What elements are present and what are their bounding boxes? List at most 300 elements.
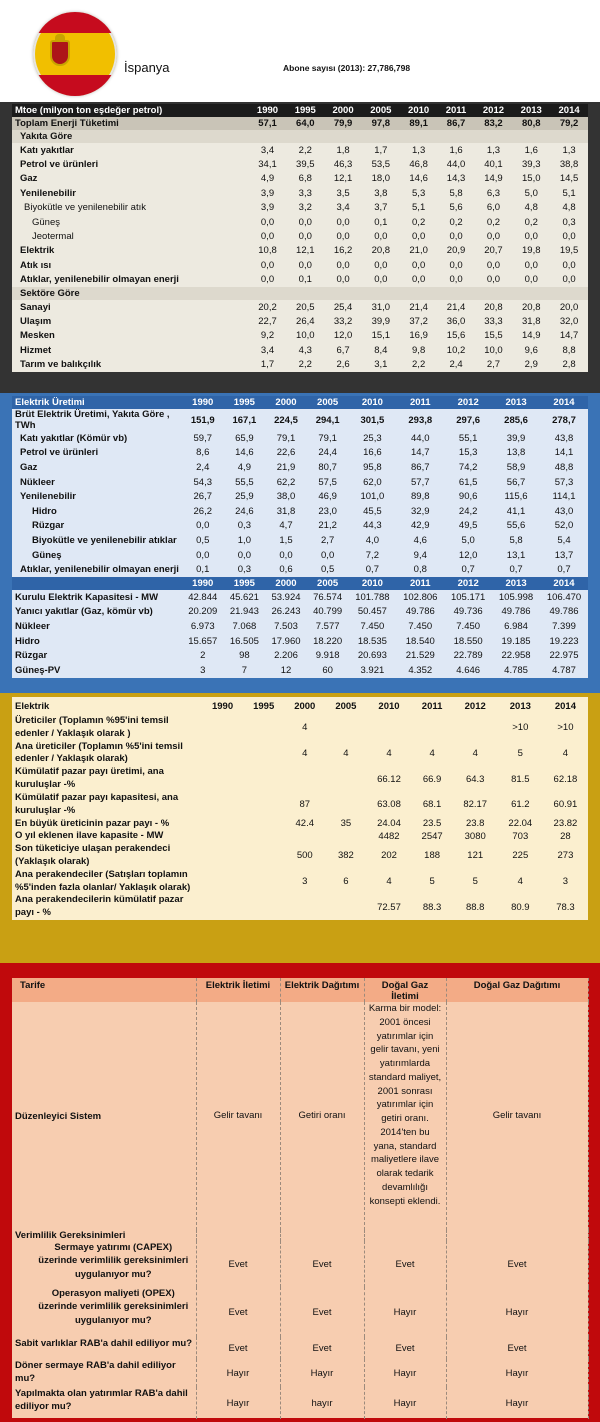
cell-value: 10,8 (258, 245, 277, 257)
cell-value (243, 818, 284, 831)
cell-value: 14,5 (559, 173, 579, 185)
cell-value: 62,2 (276, 476, 296, 488)
table-row (12, 548, 588, 563)
header-column: Elektrik İletimi (196, 978, 280, 1002)
cell-value: 58,9 (506, 461, 526, 473)
cell-value: 0,0 (298, 216, 312, 228)
cell-value: 81.5 (511, 773, 530, 785)
cell-value: 4,8 (524, 202, 538, 214)
cell-value: 14,6 (409, 173, 428, 185)
cell-value: 0,0 (374, 231, 388, 243)
cell-value: 79,1 (318, 432, 337, 444)
cell-value: 1,5 (279, 534, 293, 546)
cell-value: Evet (280, 1287, 364, 1337)
cell-value: 0,3 (237, 564, 251, 576)
table-row (12, 843, 588, 869)
tariff-row (12, 1337, 588, 1359)
header-year: 2005 (362, 104, 400, 117)
cell-value: 151,9 (190, 414, 215, 426)
cell-value: 9.918 (315, 650, 340, 662)
cell-value: 2.206 (274, 650, 298, 662)
cell-value: 0,2 (412, 216, 426, 228)
cell-value: 293,8 (408, 414, 433, 426)
cell-value: 9,6 (524, 344, 538, 356)
cell-value: 4.787 (552, 664, 576, 676)
cell-value: 57,3 (554, 476, 574, 488)
cell-value: 0,1 (298, 274, 312, 286)
cell-value: 0,3 (237, 520, 251, 532)
cell-value: 1,6 (524, 144, 538, 156)
cell-value (325, 766, 366, 792)
cell-value: 224,5 (274, 414, 298, 426)
cell-value: 0,0 (562, 259, 576, 271)
header-label (12, 577, 182, 590)
header-year: 2005 (335, 700, 357, 712)
cell-value: 0,8 (413, 564, 427, 576)
table-row (12, 562, 588, 577)
cell-value: 21,0 (409, 245, 428, 257)
header-year: 2012 (475, 104, 513, 117)
tariff-row (12, 1359, 588, 1387)
cell-value: 87 (299, 799, 311, 811)
header-year: 2000 (324, 104, 362, 117)
cell-value: 703 (512, 831, 529, 843)
cell-value: 32,0 (559, 315, 579, 327)
cell-value: 78.3 (556, 901, 575, 913)
row-label: Atıklar, yenilenebilir olmayan enerji (20, 564, 179, 576)
cell-value: 3,4 (260, 344, 275, 356)
cell-value (325, 830, 366, 843)
cell-value: 4,8 (562, 202, 576, 214)
cell-value: 115,6 (504, 491, 528, 503)
cell-value: 9,2 (260, 330, 275, 342)
cell-value: 32,9 (411, 505, 430, 517)
cell-value: 3,5 (336, 187, 350, 199)
cell-value (202, 715, 243, 741)
header-year: 2000 (265, 396, 307, 409)
cell-value: Evet (446, 1337, 588, 1359)
cell-value: 6 (343, 876, 349, 888)
cell-value: 50.457 (357, 606, 387, 618)
cell-value: >10 (512, 722, 529, 734)
cell-value: 54,3 (193, 476, 212, 488)
cell-value: 7.503 (274, 620, 298, 632)
cell-value: 68.1 (422, 799, 442, 811)
header-year: 2005 (307, 396, 349, 409)
table-row (12, 869, 588, 895)
row-label: Yapılmakta olan yatırımlar RAB'a dahil ediliyor mu? (12, 1387, 196, 1419)
cell-value: 2,2 (298, 144, 312, 156)
cell-value: 42,9 (411, 520, 430, 532)
cell-value: 86,7 (411, 461, 430, 473)
cell-value: 49.736 (453, 606, 483, 618)
row-label: Üreticiler (Toplamın %95'ini temsil edenler / Yaklaşık olarak ) (15, 715, 169, 739)
cell-value: 4,0 (365, 534, 379, 546)
cell-value: 63.08 (377, 799, 401, 811)
subheading-label: Sektöre Göre (12, 287, 588, 300)
cell-value: 23.8 (465, 818, 485, 830)
table-row (12, 172, 588, 186)
table-row (12, 117, 588, 130)
cell-value (284, 766, 325, 792)
header-column: Doğal Gaz İletimi (364, 978, 446, 1002)
cell-value: Evet (196, 1241, 280, 1287)
cell-value: 13,1 (506, 549, 526, 561)
cell-value: 3,1 (374, 359, 388, 371)
cell-value: 21,2 (318, 520, 337, 532)
cell-value: 202 (381, 850, 397, 862)
cell-value: 1,8 (336, 144, 350, 156)
cell-value: 89,1 (400, 117, 438, 130)
cell-value: 20,2 (258, 301, 277, 313)
cell-value: 16,9 (409, 330, 428, 342)
table-row (12, 215, 588, 229)
cell-value: 18,0 (371, 173, 391, 185)
cell-value: Evet (280, 1337, 364, 1359)
table-row (12, 258, 588, 272)
cell-value: 64.3 (465, 773, 485, 785)
row-label: Sabit varlıklar RAB'a dahil ediliyor mu? (12, 1337, 196, 1359)
cell-value: 66.12 (377, 773, 401, 785)
row-label: Jeotermal (32, 231, 74, 243)
table-row (12, 357, 588, 371)
tariff-row (12, 1287, 588, 1337)
cell-value (325, 894, 366, 920)
cell-value: Hayır (364, 1287, 446, 1337)
cell-value: 0,7 (461, 564, 475, 576)
cell-value: 90,6 (458, 491, 478, 503)
subheading-label: Yakıta Göre (12, 130, 588, 143)
cell-value (202, 843, 243, 869)
cell-value: 42.4 (295, 818, 315, 830)
cell-value: 52,0 (554, 520, 574, 532)
header-column: Doğal Gaz Dağıtımı (446, 978, 588, 1002)
cell-value: 0,0 (524, 259, 538, 271)
cell-value: 82.17 (463, 799, 488, 811)
table-row (12, 533, 588, 548)
cell-value: 18.540 (405, 635, 435, 647)
cell-value: 0,0 (336, 259, 350, 271)
table-row (12, 830, 588, 843)
cell-value: 26,4 (296, 315, 315, 327)
header-year: 2000 (294, 700, 316, 712)
empty-cell (364, 1230, 446, 1241)
cell-value (243, 741, 284, 767)
cell-value: 14,7 (411, 447, 430, 459)
cell-value: 2,4 (196, 461, 210, 473)
header-year: 2013 (509, 700, 531, 712)
cell-value: 3 (562, 876, 569, 888)
cell-value: 33,3 (484, 315, 503, 327)
cell-value: 114,1 (552, 491, 576, 503)
cell-value: 4 (517, 876, 523, 888)
cell-value: 80,7 (318, 461, 337, 473)
country-name: İspanya (124, 60, 170, 75)
cell-value: 80.9 (511, 901, 530, 913)
cell-value: 2,8 (562, 359, 576, 371)
cell-value: Evet (196, 1287, 280, 1337)
market-structure-section (12, 697, 588, 920)
row-label: Kümülatif pazar payı üretimi, ana kuruluşlar -% (15, 766, 164, 791)
cell-value: 121 (467, 850, 484, 862)
cell-value: 4 (386, 747, 392, 759)
row-label: Biyokütle ve yenilenebilir atıklar (32, 534, 177, 546)
cell-value: 4.785 (504, 664, 528, 676)
cell-value (202, 792, 243, 818)
cell-value: 1,0 (237, 534, 251, 546)
cell-value: 1,3 (562, 144, 576, 156)
cell-value: 1,7 (260, 359, 275, 371)
header-label: Mtoe (milyon ton eşdeğer petrol) (12, 104, 249, 117)
cell-value (243, 843, 284, 869)
header-year: 1995 (253, 700, 275, 712)
cell-value: 6,8 (298, 173, 312, 185)
row-label: Rüzgar (32, 520, 65, 532)
cell-value: 34,1 (258, 159, 277, 171)
cell-value: 22.789 (453, 650, 483, 662)
cell-value: 4,9 (237, 461, 251, 473)
row-label: Mesken (20, 330, 55, 342)
row-label: Hidro (32, 505, 57, 517)
cell-value: Hayır (364, 1359, 446, 1387)
header-year: 2014 (554, 700, 576, 712)
cell-value: 10,0 (296, 330, 315, 342)
header-year: 2014 (550, 104, 588, 117)
table-subheading-row (12, 287, 588, 300)
cell-value: Karma bir model: 2001 öncesi yatırımlar için gelir tavanı, yeni yatırımlarda standard maliyet, 2001 sonrası yatırımlar için getiri oranı. 2014'ten bu yana, standard maliyetlere ilave olarak tedarik devamlılığı konsepti eklendi. (364, 1002, 446, 1230)
cell-value: 57,5 (318, 476, 337, 488)
row-label: Kurulu Elektrik Kapasitesi - MW (15, 591, 159, 603)
row-label: Ana perakendecilerin kümülatif pazar payı - % (15, 894, 184, 919)
header-year: 2010 (400, 104, 438, 117)
header-year: 2013 (492, 577, 540, 590)
cell-value: 3,4 (336, 202, 350, 214)
cell-value: 0,0 (196, 549, 210, 561)
cell-value: 66.9 (422, 773, 442, 785)
cell-value: 9,4 (413, 549, 427, 561)
cell-value: 12,0 (458, 549, 478, 561)
cell-value: 7.577 (315, 620, 340, 632)
market-structure-table (12, 697, 588, 920)
cell-value: 4 (472, 747, 478, 759)
cell-value (202, 869, 243, 895)
row-label: Kümülatif pazar payı kapasitesi, ana kuruluşlar -% (15, 791, 179, 816)
cell-value: 59,7 (193, 432, 212, 444)
cell-value: 36,0 (446, 315, 466, 327)
cell-value: 7.450 (456, 620, 481, 632)
row-label: Yanıcı yakıtlar (Gaz, kömür vb) (15, 606, 153, 618)
cell-value: 15.657 (188, 635, 218, 647)
cell-value: 0,0 (298, 231, 312, 243)
energy-consumption-table (12, 104, 588, 372)
cell-value: 49.786 (501, 606, 531, 618)
cell-value: 64,0 (286, 117, 324, 130)
page-header (0, 0, 600, 100)
cell-value: 22.975 (549, 650, 579, 662)
cell-value: 5,8 (509, 534, 523, 546)
cell-value: 17.960 (271, 635, 301, 647)
header-year: 2014 (540, 577, 588, 590)
cell-value: 2,7 (321, 534, 335, 546)
cell-value: 79,2 (550, 117, 588, 130)
cell-value: 2,6 (336, 359, 350, 371)
cell-value: 89,8 (411, 491, 430, 503)
cell-value: 39,3 (522, 159, 541, 171)
cell-value: 44,3 (363, 520, 382, 532)
cell-value: 0,0 (298, 259, 312, 271)
cell-value: 22.04 (508, 818, 533, 830)
cell-value: 25,9 (235, 491, 254, 503)
cell-value: 5,8 (449, 187, 463, 199)
row-label: Katı yakıtlar (20, 144, 74, 156)
cell-value: 1,7 (374, 144, 388, 156)
cell-value: 0,0 (524, 274, 538, 286)
cell-value: 23.82 (553, 818, 578, 830)
cell-value: 4,3 (298, 344, 312, 356)
cell-value: 0,5 (196, 534, 210, 546)
cell-value: 0,0 (279, 549, 293, 561)
cell-value: 14,6 (235, 447, 254, 459)
cell-value: 98 (239, 650, 250, 662)
cell-value (284, 830, 325, 843)
header-year: 1995 (224, 396, 266, 409)
header-label: Tarife (12, 978, 196, 1002)
row-label: En büyük üreticinin pazar payı - % (15, 817, 170, 829)
cell-value: 26.243 (271, 606, 301, 618)
table-row (12, 143, 588, 157)
cell-value: 0,0 (449, 274, 463, 286)
cell-value: 0,0 (449, 231, 463, 243)
cell-value: 6.973 (190, 620, 215, 632)
cell-value: 188 (424, 850, 441, 862)
row-label: Gaz (20, 173, 38, 185)
cell-value: 0,7 (557, 564, 571, 576)
cell-value: 24,2 (458, 505, 478, 517)
cell-value: 49.786 (405, 606, 435, 618)
cell-value: 0,2 (486, 216, 501, 228)
header-year: 2011 (396, 577, 444, 590)
table-row (12, 741, 588, 767)
row-label: Tarım ve balıkçılık (20, 359, 102, 371)
cell-value: 41,1 (506, 505, 526, 517)
electricity-production-section (12, 396, 588, 678)
cell-value: 8,6 (196, 447, 210, 459)
cell-value: 0,0 (562, 231, 576, 243)
cell-value (243, 766, 284, 792)
cell-value: 12,1 (296, 245, 315, 257)
cell-value: 74,2 (458, 461, 478, 473)
cell-value: 20,5 (296, 301, 315, 313)
cell-value: 0,1 (374, 216, 388, 228)
table-row (12, 446, 588, 461)
cell-value: 60.91 (553, 799, 578, 811)
row-label: O yıl eklenen ilave kapasite - MW (15, 830, 164, 842)
header-year: 2011 (438, 104, 475, 117)
capacity-row (12, 663, 588, 678)
cell-value: 72.57 (377, 901, 401, 913)
cell-value: Hayır (364, 1387, 446, 1419)
cell-value (412, 715, 453, 741)
cell-value: 167,1 (232, 414, 257, 426)
cell-value: 0,3 (562, 216, 576, 228)
header-year: 2000 (265, 577, 307, 590)
cell-value: 102.806 (403, 591, 438, 603)
cell-value: 33,2 (333, 315, 353, 327)
cell-value: 26,2 (193, 505, 212, 517)
cell-value: 0,7 (509, 564, 523, 576)
cell-value: 2,4 (449, 359, 463, 371)
cell-value: 61,5 (458, 476, 478, 488)
cell-value: 24,6 (235, 505, 254, 517)
row-label: Hidro (15, 635, 40, 647)
cell-value: 20,8 (522, 301, 541, 313)
cell-value: 12 (280, 664, 292, 676)
cell-value: 273 (557, 850, 574, 862)
cell-value: 31,8 (276, 505, 296, 517)
row-label: Ana üreticiler (Toplamın %5'ini temsil edenler / Yaklaşık olarak) (15, 740, 183, 765)
capacity-row (12, 619, 588, 634)
row-label: Güneş (32, 549, 62, 561)
cell-value: 0,0 (412, 259, 426, 271)
cell-value (284, 894, 325, 920)
cell-value: 12,0 (333, 330, 353, 342)
cell-value: 88.8 (465, 901, 485, 913)
cell-value: 5 (472, 876, 478, 888)
table-row (12, 314, 588, 328)
cell-value: 2 (200, 650, 206, 662)
table-header-row (12, 978, 588, 1002)
cell-value: 14,9 (522, 330, 541, 342)
cell-value: 5,1 (562, 187, 576, 199)
cell-value: 285,6 (504, 414, 528, 426)
cell-value: 86,7 (438, 117, 475, 130)
cell-value: Evet (280, 1241, 364, 1287)
cell-value: 0,2 (449, 216, 463, 228)
cell-value: 42.844 (188, 591, 218, 603)
cell-value: 3,4 (260, 144, 275, 156)
cell-value: 6.984 (504, 620, 528, 632)
cell-value: 0,0 (449, 259, 463, 271)
table-subheading-row (12, 130, 588, 143)
cell-value: 20,9 (446, 245, 466, 257)
table-row (12, 504, 588, 519)
cell-value: 14,7 (559, 330, 579, 342)
cell-value: 1,3 (486, 144, 501, 156)
cell-value: 31,0 (371, 301, 391, 313)
efficiency-heading-row (12, 1230, 588, 1241)
cell-value: 46,9 (318, 491, 337, 503)
cell-value: 382 (337, 850, 354, 862)
cell-value: 8,8 (562, 344, 576, 356)
cell-value: 0,0 (486, 259, 501, 271)
cell-value: 0,0 (336, 231, 350, 243)
cell-value: 0,0 (412, 231, 426, 243)
cell-value: 43,8 (554, 432, 574, 444)
cell-value: 19,8 (522, 245, 541, 257)
table-row (12, 792, 588, 818)
cell-value: 14,3 (446, 173, 466, 185)
cell-value: 15,1 (371, 330, 391, 342)
cell-value: 0,0 (260, 231, 275, 243)
cell-value: Hayır (280, 1359, 364, 1387)
cell-value: 95,8 (363, 461, 382, 473)
table-row (12, 715, 588, 741)
table-row (12, 431, 588, 446)
cell-value: 22,7 (258, 315, 277, 327)
cell-value: 15,5 (484, 330, 503, 342)
cell-value: 0,7 (365, 564, 379, 576)
row-label: Hizmet (20, 344, 52, 356)
